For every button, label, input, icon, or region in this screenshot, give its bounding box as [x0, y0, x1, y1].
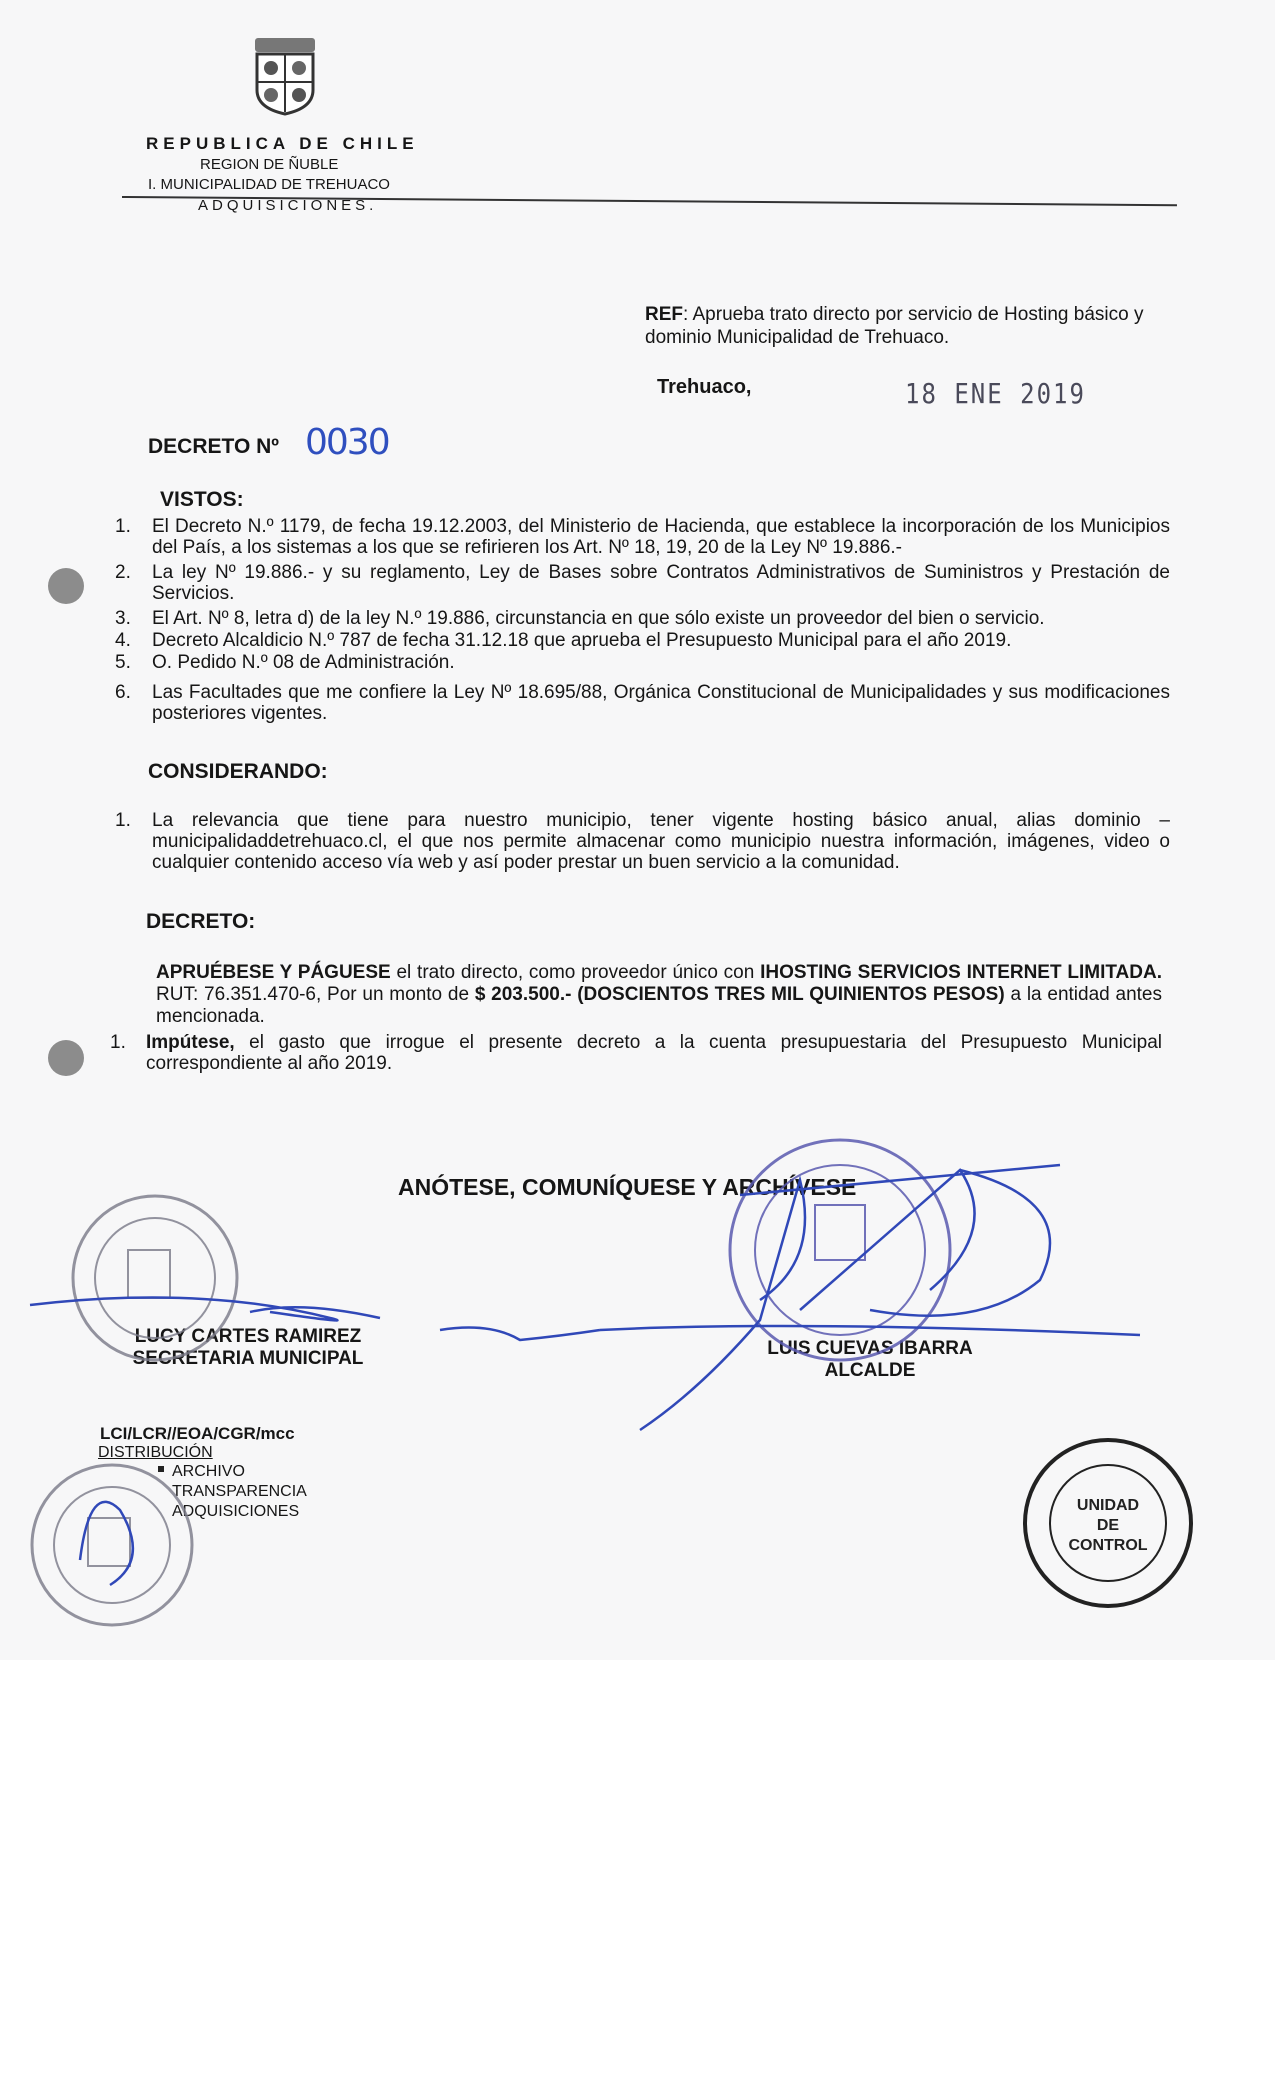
distribution-item: ADQUISICIONES — [172, 1503, 300, 1520]
svg-text:UNIDAD: UNIDAD — [1076, 1497, 1140, 1514]
blank-area — [0, 1660, 1275, 2100]
approve-tail: a la entidad antes mencionada. — [156, 984, 1162, 1027]
reference-block — [645, 303, 1165, 349]
mayor-name: LUIS CUEVAS IBARRA — [767, 1338, 973, 1359]
rut-text: RUT: 76.351.470-6, Por un monto de — [156, 984, 475, 1005]
decree-title: DECRETO Nº — [148, 435, 279, 458]
impute-paragraph — [146, 1032, 1162, 1074]
list-number: 4. — [115, 630, 131, 651]
secretary-title: SECRETARIA MUNICIPAL — [132, 1348, 364, 1369]
list-number: 1. — [115, 810, 131, 831]
approve-bold: APRUÉBESE Y PÁGUESE — [156, 962, 391, 983]
mayor-title: ALCALDE — [824, 1360, 916, 1381]
header-municipality: I. MUNICIPALIDAD DE TREHUACO — [148, 176, 390, 193]
list-number: 6. — [115, 682, 131, 703]
list-number: 1. — [115, 516, 131, 537]
vistos-item-5: O. Pedido N.º 08 de Administración. — [152, 652, 455, 673]
impute-text: el gasto que irrogue el presente decreto a la cuenta presupuestaria del Presupuesto Municipal correspondiente al año 2019. — [146, 1032, 1162, 1074]
vistos-item-1: El Decreto N.º 1179, de fecha 19.12.2003, del Ministerio de Hacienda, que establece la incorporación de los Municipios del País, a los sistemas a los que se refirieren los Art. Nº 18, 19, 20 de la Ley Nº 19.886.- — [152, 516, 1170, 558]
date-stamp: 18 ENE 2019 — [905, 377, 1086, 411]
punch-hole — [48, 568, 84, 604]
header-department: ADQUISICIONES. — [198, 197, 378, 214]
vistos-title: VISTOS: — [160, 488, 244, 511]
secretary-name: LUCY CARTES RAMIREZ — [134, 1326, 362, 1347]
list-number: 1. — [110, 1032, 126, 1053]
list-number: 3. — [115, 608, 131, 629]
impute-bold: Impútese, — [146, 1032, 235, 1053]
ref-label: REF — [645, 304, 683, 325]
provider-name: IHOSTING SERVICIOS INTERNET LIMITADA. — [760, 962, 1162, 983]
punch-hole — [48, 1040, 84, 1076]
header-country: REPUBLICA DE CHILE — [146, 134, 419, 153]
approve-text: el trato directo, como proveedor único con — [390, 962, 761, 983]
header-region: REGION DE ÑUBLE — [200, 156, 339, 173]
place: Trehuaco, — [657, 376, 752, 398]
svg-text:DE: DE — [1096, 1517, 1120, 1534]
considerando-item-1: La relevancia que tiene para nuestro municipio, tener vigente hosting básico anual, alias dominio – municipalidaddetrehuaco.cl, el que nos permite almacenar como municipio nuestra información, imágenes, video o cualquier contenido acceso vía web y así poder prestar un buen servicio a la comunidad. — [152, 810, 1170, 873]
list-number: 2. — [115, 562, 131, 583]
distribution-item: TRANSPARENCIA — [172, 1483, 307, 1500]
decreto-section-title: DECRETO: — [146, 910, 256, 933]
distribution-title: DISTRIBUCIÓN — [98, 1444, 213, 1461]
bullet — [158, 1466, 164, 1472]
mayor-signature-block — [730, 1338, 1010, 1382]
distribution-item: ARCHIVO — [172, 1463, 245, 1480]
secretary-signature-block — [98, 1326, 398, 1370]
approval-paragraph — [156, 962, 1162, 1028]
vistos-item-3: El Art. Nº 8, letra d) de la ley N.º 19.886, circunstancia en que sólo existe un proveedor del bien o servicio. — [152, 608, 1045, 629]
vistos-item-4: Decreto Alcaldicio N.º 787 de fecha 31.12.18 que aprueba el Presupuesto Municipal para el año 2019. — [152, 630, 1012, 651]
svg-text:CONTROL: CONTROL — [1068, 1537, 1148, 1554]
ref-text: : Aprueba trato directo por servicio de Hosting básico y dominio Municipalidad de Trehuaco. — [645, 304, 1144, 348]
list-number: 5. — [115, 652, 131, 673]
vistos-item-6: Las Facultades que me confiere la Ley Nº 18.695/88, Orgánica Constitucional de Municipalidades y sus modificaciones posteriores vigentes. — [152, 682, 1170, 724]
amount: $ 203.500.- (DOSCIENTOS TRES MIL QUINIENTOS PESOS) — [474, 984, 1005, 1005]
considerando-title: CONSIDERANDO: — [148, 760, 328, 783]
decree-number: 0030 — [305, 422, 389, 463]
vistos-item-2: La ley Nº 19.886.- y su reglamento, Ley de Bases sobre Contratos Administrativos de Suministros y Prestación de Servicios. — [152, 562, 1170, 604]
initials: LCI/LCR//EOA/CGR/mcc — [100, 1424, 295, 1443]
closing-formula: ANÓTESE, COMUNÍQUESE Y ARCHÍVESE — [398, 1174, 857, 1200]
